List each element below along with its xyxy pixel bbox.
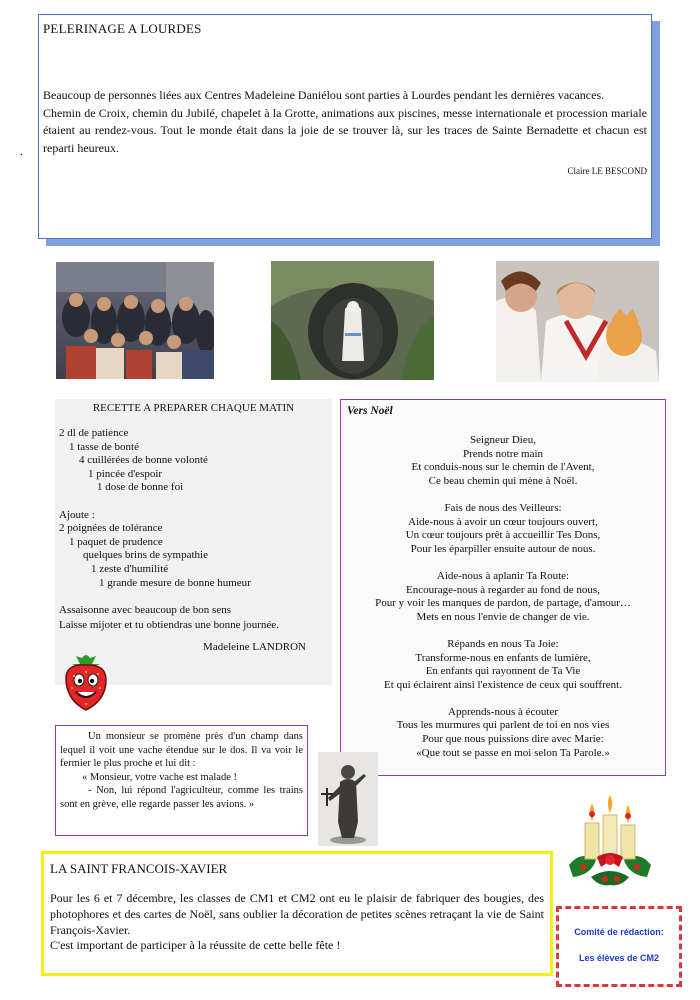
poem-box <box>340 399 666 776</box>
recipe-line: 1 zeste d'humilité <box>91 562 169 575</box>
poem-line: Prends notre main <box>462 447 544 460</box>
statue-figure <box>318 752 378 846</box>
poem-line: Apprends-nous à écouter <box>448 705 558 718</box>
recipe-line: 4 cuillérées de bonne volonté <box>79 454 208 467</box>
poem-line: Aide-nous à aplanir Ta Route: <box>436 569 570 582</box>
poem-line: Tous les murmures qui parlent de toi en nos vies <box>396 719 610 732</box>
poem-title: Vers Noël <box>347 405 393 417</box>
lourdes-signature: Claire LE BESCOND <box>567 166 647 176</box>
lourdes-paragraph-2: Chemin de Croix, chemin du Jubilé, chapelet à la Grotte, animations aux piscines, messe internationale et procession mariale étaient au rendez-vous. Tout le monde était dans la joie de se trouver là, sur les traces de Sainte Bernadette et chacun est reparti heureux. <box>43 105 647 155</box>
poem-spacer <box>347 692 659 706</box>
lourdes-article <box>38 14 652 239</box>
margin-mark: . <box>20 146 23 158</box>
comite-label: Comité de rédaction: <box>574 927 664 937</box>
recipe-line: 1 tasse de bonté <box>69 440 139 453</box>
sfx-title: LA SAINT FRANCOIS-XAVIER <box>50 861 228 876</box>
recipe-line: 1 pincée d'espoir <box>88 467 163 480</box>
recipe-spacer <box>59 495 328 509</box>
poem-spacer <box>347 488 659 502</box>
recipe-box <box>55 399 332 685</box>
sfx-paragraph-2: C'est important de participer à la réussite de cette belle fête ! <box>50 938 341 953</box>
joke-box <box>55 725 308 836</box>
crowd-photo <box>56 262 214 379</box>
strawberry-clipart <box>60 652 112 712</box>
recipe-line: 2 dl de patience <box>59 427 129 439</box>
poem-line: Pour que nous puissions dire avec Marie: <box>422 733 604 746</box>
poem-line: Et qui éclairent ainsi l'existence de ceux qui souffrent. <box>384 678 622 691</box>
joke-paragraph-3: - Non, lui répond l'agriculteur, comme les trains sont en grève, elle regarde passer les avions. » <box>60 785 303 810</box>
poem-spacer <box>347 624 659 638</box>
poem-line: Transforme-nous en enfants de lumière, <box>415 651 591 664</box>
lourdes-body <box>43 87 647 157</box>
poem-line: Répands en nous Ta Joie: <box>447 637 559 650</box>
poem-line: Et conduis-nous sur le chemin de l'Avent, <box>411 461 595 474</box>
editorial-committee-badge <box>556 906 682 987</box>
poem-line: En enfants qui rayonnent de Ta Vie <box>425 665 581 678</box>
poem-line: «Que tout se passe en moi selon Ta Parole.» <box>416 746 610 759</box>
recipe-line: Ajoute : <box>59 508 95 521</box>
poem-line: Un cœur toujours prêt à accueillir Tes Dons, <box>405 529 601 542</box>
recipe-line: 1 grande mesure de bonne humeur <box>99 576 251 589</box>
grotto-photo <box>271 261 434 380</box>
poem-line: Pour y voir les manques de pardon, de partage, d'amour… <box>375 597 631 610</box>
sfx-body <box>50 891 544 954</box>
recipe-line: 1 paquet de prudence <box>69 535 163 548</box>
lourdes-title: PELERINAGE A LOURDES <box>43 21 202 36</box>
poem-line: Fais de nous des Veilleurs: <box>444 501 562 514</box>
poem-line: Seigneur Dieu, <box>470 434 536 446</box>
candles-clipart <box>561 795 659 890</box>
recipe-line: Laisse mijoter et tu obtiendras une bonne journée. <box>59 619 279 632</box>
recipe-line: 1 dose de bonne foi <box>97 481 184 494</box>
recipe-spacer <box>59 590 328 604</box>
lourdes-paragraph-1: Beaucoup de personnes liées aux Centres Madeleine Daniélou sont parties à Lourdes pendant les dernières vacances. <box>43 88 605 102</box>
joke-paragraph-2: « Monsieur, votre vache est malade ! <box>82 771 237 783</box>
recipe-line: 2 poignées de tolérance <box>59 522 163 535</box>
poem-line: Pour les éparpiller ensuite autour de nous. <box>410 542 596 555</box>
joke-paragraph-1: Un monsieur se promène près d'un champ dans lequel il voit une vache étendue sur le dos. Il va voir le fermier le plus proche et lui dit : <box>60 731 303 770</box>
comite-members: Les élèves de CM2 <box>578 953 660 963</box>
poem-line: Mets en nous l'envie de changer de vie. <box>416 610 590 623</box>
poem-line: Encourage-nous à regarder au fond de nous, <box>406 583 600 596</box>
children-photo <box>496 261 659 382</box>
poem-spacer <box>347 556 659 570</box>
recipe-title: RECETTE A PREPARER CHAQUE MATIN <box>92 402 295 414</box>
poem-line: Aide-nous à avoir un cœur toujours ouvert, <box>408 515 598 528</box>
recipe-signature: Madeleine LANDRON <box>203 640 306 653</box>
recipe-line: Assaisonne avec beaucoup de bon sens <box>59 603 231 616</box>
poem-line: Ce beau chemin qui mène à Noël. <box>428 474 578 487</box>
sfx-paragraph-1: Pour les 6 et 7 décembre, les classes de CM1 et CM2 ont eu le plaisir de fabriquer des bougies, des photophores et des cartes de Noël, sans oublier la décoration de petites scènes retraçant la vie de Saint François-Xavier. <box>50 891 544 937</box>
recipe-line: quelques brins de sympathie <box>83 549 208 562</box>
saint-francois-xavier-article <box>41 851 553 976</box>
